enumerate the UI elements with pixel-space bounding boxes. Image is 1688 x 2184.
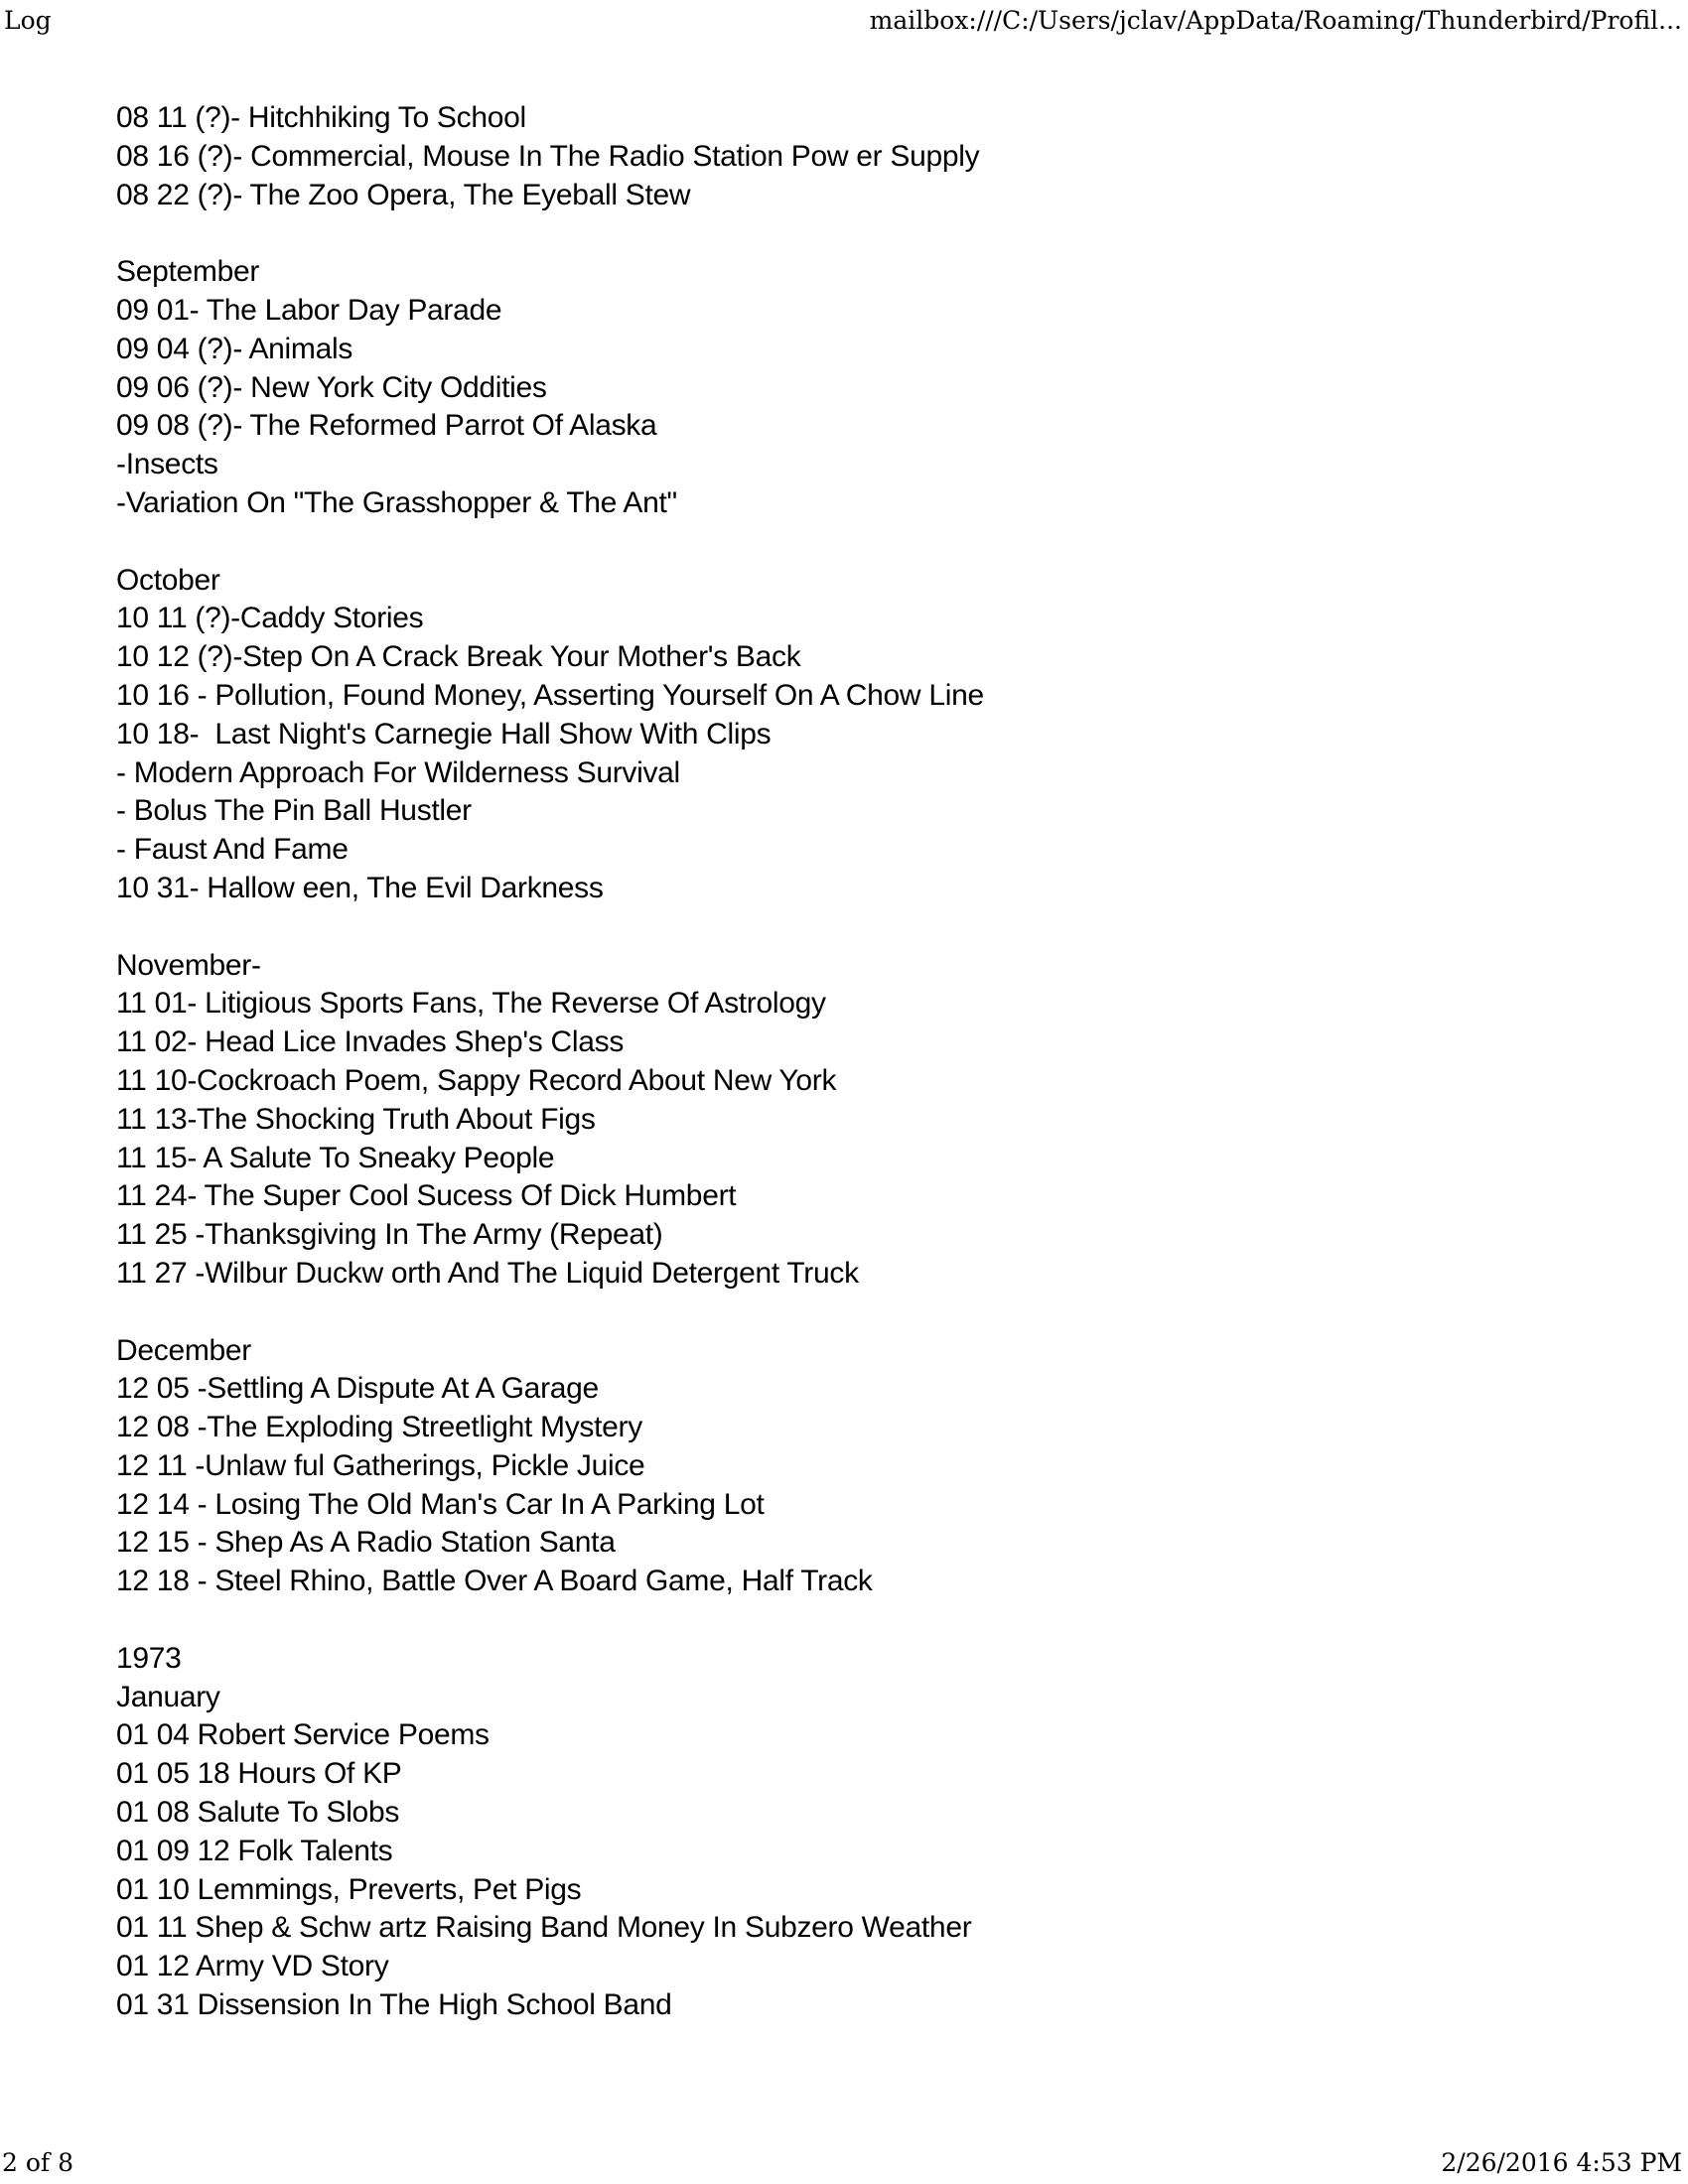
blank-line bbox=[116, 214, 1606, 253]
log-line: - Bolus The Pin Ball Hustler bbox=[116, 794, 472, 828]
page-header-title: Log bbox=[4, 6, 52, 35]
log-line: November- bbox=[116, 948, 261, 982]
log-line: 11 02- Head Lice Invades Shep's Class bbox=[116, 1025, 625, 1059]
log-line: - Faust And Fame bbox=[116, 833, 349, 867]
log-line: January bbox=[116, 1680, 220, 1713]
blank-line bbox=[116, 908, 1606, 947]
log-line: 08 11 (?)- Hitchhiking To School bbox=[116, 101, 526, 134]
log-line: 11 24- The Super Cool Sucess Of Dick Humbert bbox=[116, 1179, 737, 1213]
log-line: 1973 bbox=[116, 1641, 182, 1675]
log-line: 10 12 (?)-Step On A Crack Break Your Mother's Back bbox=[116, 640, 801, 674]
log-line: 12 08 -The Exploding Streetlight Mystery bbox=[116, 1411, 642, 1444]
log-line: 01 11 Shep & Schw artz Raising Band Money In Subzero Weather bbox=[116, 1911, 972, 1945]
log-line: 11 13-The Shocking Truth About Figs bbox=[116, 1102, 596, 1136]
log-line: - Modern Approach For Wilderness Survival bbox=[116, 755, 680, 789]
log-line: 10 18- Last Night's Carnegie Hall Show With Clips bbox=[116, 717, 772, 751]
log-line: 01 05 18 Hours Of KP bbox=[116, 1757, 402, 1791]
log-line: 01 04 Robert Service Poems bbox=[116, 1718, 490, 1752]
log-line: 12 15 - Shep As A Radio Station Santa bbox=[116, 1526, 616, 1560]
log-line: 08 16 (?)- Commercial, Mouse In The Radio Station Pow er Supply bbox=[116, 139, 980, 173]
log-line: 01 09 12 Folk Talents bbox=[116, 1834, 393, 1867]
log-line: 12 05 -Settling A Dispute At A Garage bbox=[116, 1372, 599, 1406]
log-line: 11 01- Litigious Sports Fans, The Reverse Of Astrology bbox=[116, 987, 826, 1021]
log-line: 10 31- Hallow een, The Evil Darkness bbox=[116, 871, 604, 904]
log-line: -Insects bbox=[116, 448, 218, 481]
log-line: 11 27 -Wilbur Duckw orth And The Liquid Detergent Truck bbox=[116, 1256, 859, 1290]
blank-line bbox=[116, 523, 1606, 562]
log-line: 10 11 (?)-Caddy Stories bbox=[116, 602, 424, 635]
log-line: 11 15- A Salute To Sneaky People bbox=[116, 1141, 555, 1174]
log-line: October bbox=[116, 563, 220, 597]
log-line: 01 31 Dissension In The High School Band bbox=[116, 1988, 672, 2022]
blank-line bbox=[116, 1601, 1606, 1640]
log-line: 12 11 -Unlaw ful Gatherings, Pickle Juice bbox=[116, 1448, 645, 1482]
log-line: 09 06 (?)- New York City Oddities bbox=[116, 370, 547, 404]
log-line: 12 14 - Losing The Old Man's Car In A Parking Lot bbox=[116, 1487, 765, 1521]
log-line: 09 01- The Labor Day Parade bbox=[116, 293, 502, 327]
log-line: -Variation On "The Grasshopper & The Ant" bbox=[116, 485, 677, 519]
log-line: 09 08 (?)- The Reformed Parrot Of Alaska bbox=[116, 409, 657, 443]
log-line: 08 22 (?)- The Zoo Opera, The Eyeball Stew bbox=[116, 178, 691, 211]
blank-line bbox=[116, 1294, 1606, 1332]
log-line: 10 16 - Pollution, Found Money, Asserting Yourself On A Chow Line bbox=[116, 678, 984, 712]
log-line: 11 25 -Thanksgiving In The Army (Repeat) bbox=[116, 1218, 663, 1252]
log-line: 01 08 Salute To Slobs bbox=[116, 1796, 400, 1830]
log-line: 12 18 - Steel Rhino, Battle Over A Board Game, Half Track bbox=[116, 1565, 873, 1598]
log-line: 09 04 (?)- Animals bbox=[116, 332, 353, 365]
log-line: 11 10-Cockroach Poem, Sappy Record About New York bbox=[116, 1063, 837, 1097]
page-footer-page-number: 2 of 8 bbox=[2, 2148, 74, 2177]
log-line: 01 10 Lemmings, Preverts, Pet Pigs bbox=[116, 1872, 582, 1906]
log-line: September bbox=[116, 255, 260, 289]
log-line: 01 12 Army VD Story bbox=[116, 1950, 389, 1983]
page-footer-timestamp: 2/26/2016 4:53 PM bbox=[1441, 2148, 1682, 2177]
log-line: December bbox=[116, 1333, 251, 1367]
page-header-url: mailbox:///C:/Users/jclav/AppData/Roaming/Thunderbird/Profil... bbox=[869, 6, 1682, 35]
log-entries bbox=[116, 99, 1606, 2025]
